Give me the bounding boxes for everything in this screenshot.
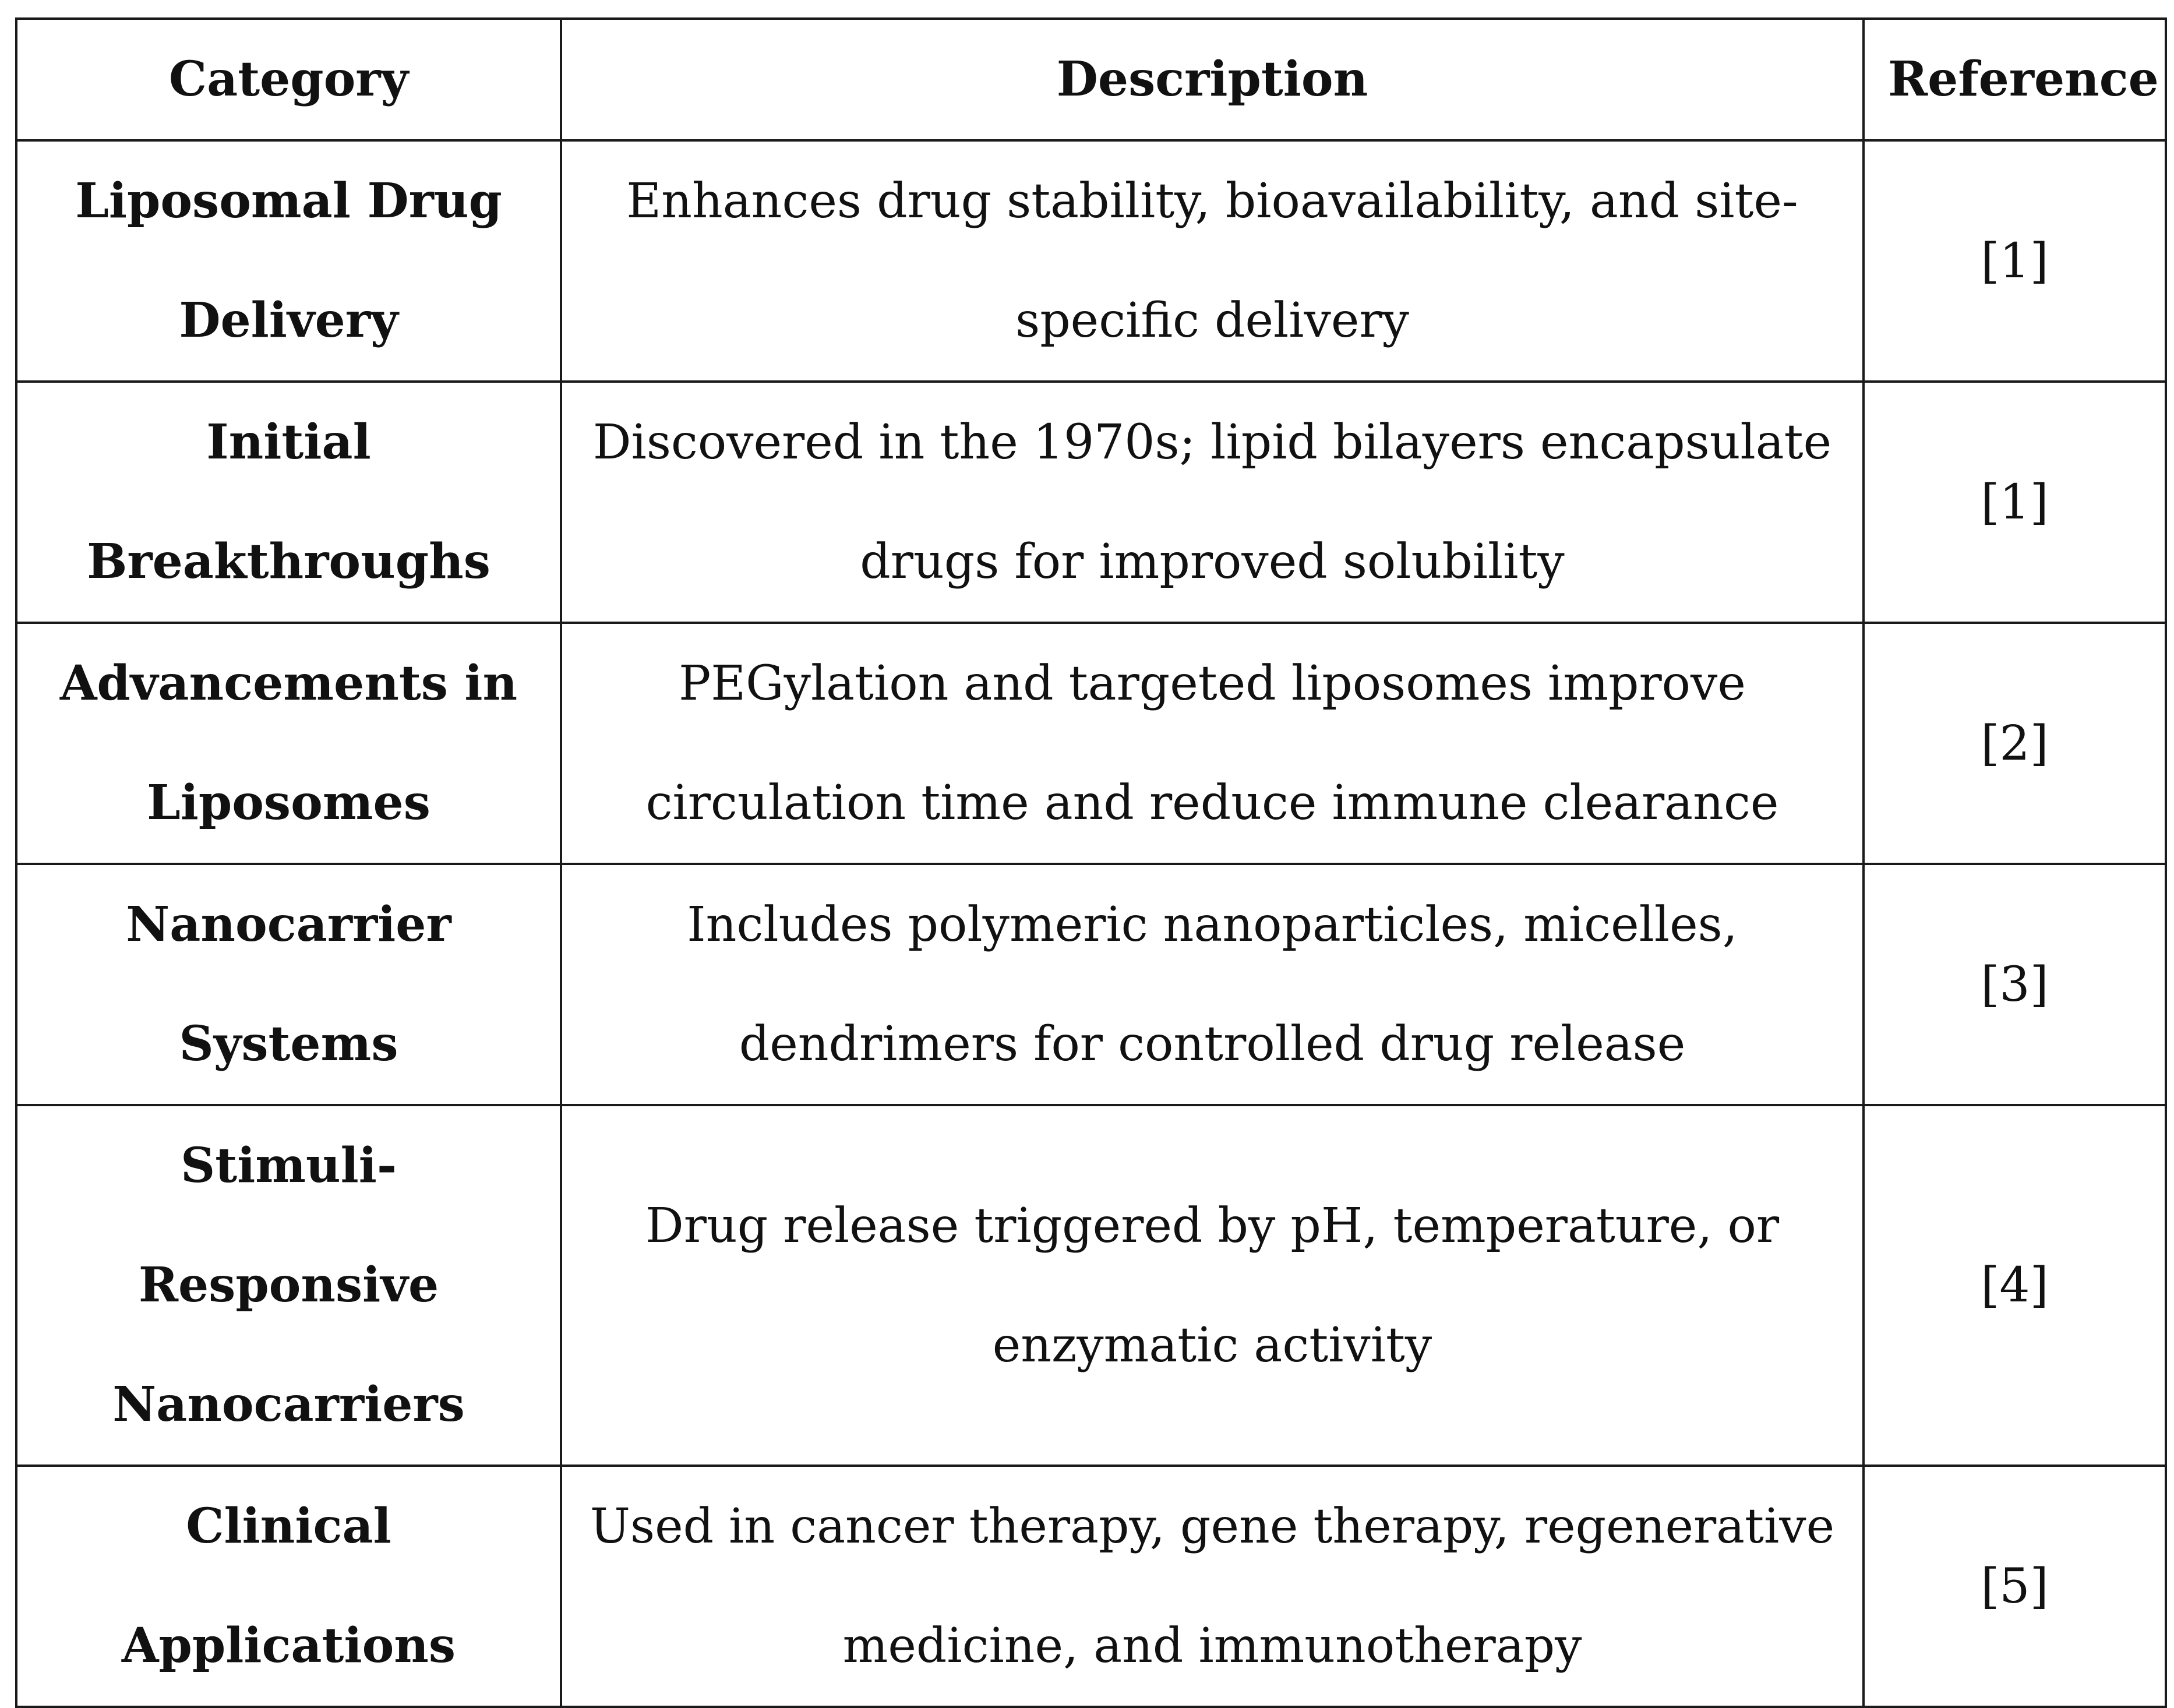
table-row	[16, 864, 2166, 1105]
description-cell: Enhances drug stability, bioavailability, and site-specific delivery	[561, 140, 1864, 382]
table-row	[16, 1466, 2166, 1707]
description-cell: Discovered in the 1970s; lipid bilayers encapsulate drugs for improved solubility	[561, 382, 1864, 623]
category-cell: Clinical Applications	[16, 1466, 561, 1707]
category-cell: Initial Breakthroughs	[16, 382, 561, 623]
table-row	[16, 140, 2166, 382]
description-cell: Used in cancer therapy, gene therapy, regenerative medicine, and immunotherapy	[561, 1466, 1864, 1707]
table-row	[16, 623, 2166, 864]
description-cell: Includes polymeric nanoparticles, micelles, dendrimers for controlled drug release	[561, 864, 1864, 1105]
header-row	[16, 19, 2166, 140]
category-cell: Nanocarrier Systems	[16, 864, 561, 1105]
category-cell: Stimuli-Responsive Nanocarriers	[16, 1105, 561, 1466]
table-body	[16, 140, 2166, 1707]
reference-cell: [4]	[1864, 1105, 2166, 1466]
reference-cell: [5]	[1864, 1466, 2166, 1707]
table-header	[16, 19, 2166, 140]
category-cell: Liposomal Drug Delivery	[16, 140, 561, 382]
table-row	[16, 1105, 2166, 1466]
reference-cell: [2]	[1864, 623, 2166, 864]
header-reference: Reference	[1864, 19, 2166, 140]
header-category: Category	[16, 19, 561, 140]
data-table	[15, 17, 2167, 1708]
category-cell: Advancements in Liposomes	[16, 623, 561, 864]
description-cell: PEGylation and targeted liposomes improve circulation time and reduce immune clearance	[561, 623, 1864, 864]
reference-cell: [3]	[1864, 864, 2166, 1105]
header-description: Description	[561, 19, 1864, 140]
description-cell: Drug release triggered by pH, temperature, or enzymatic activity	[561, 1105, 1864, 1466]
reference-cell: [1]	[1864, 140, 2166, 382]
table-row	[16, 382, 2166, 623]
reference-cell: [1]	[1864, 382, 2166, 623]
